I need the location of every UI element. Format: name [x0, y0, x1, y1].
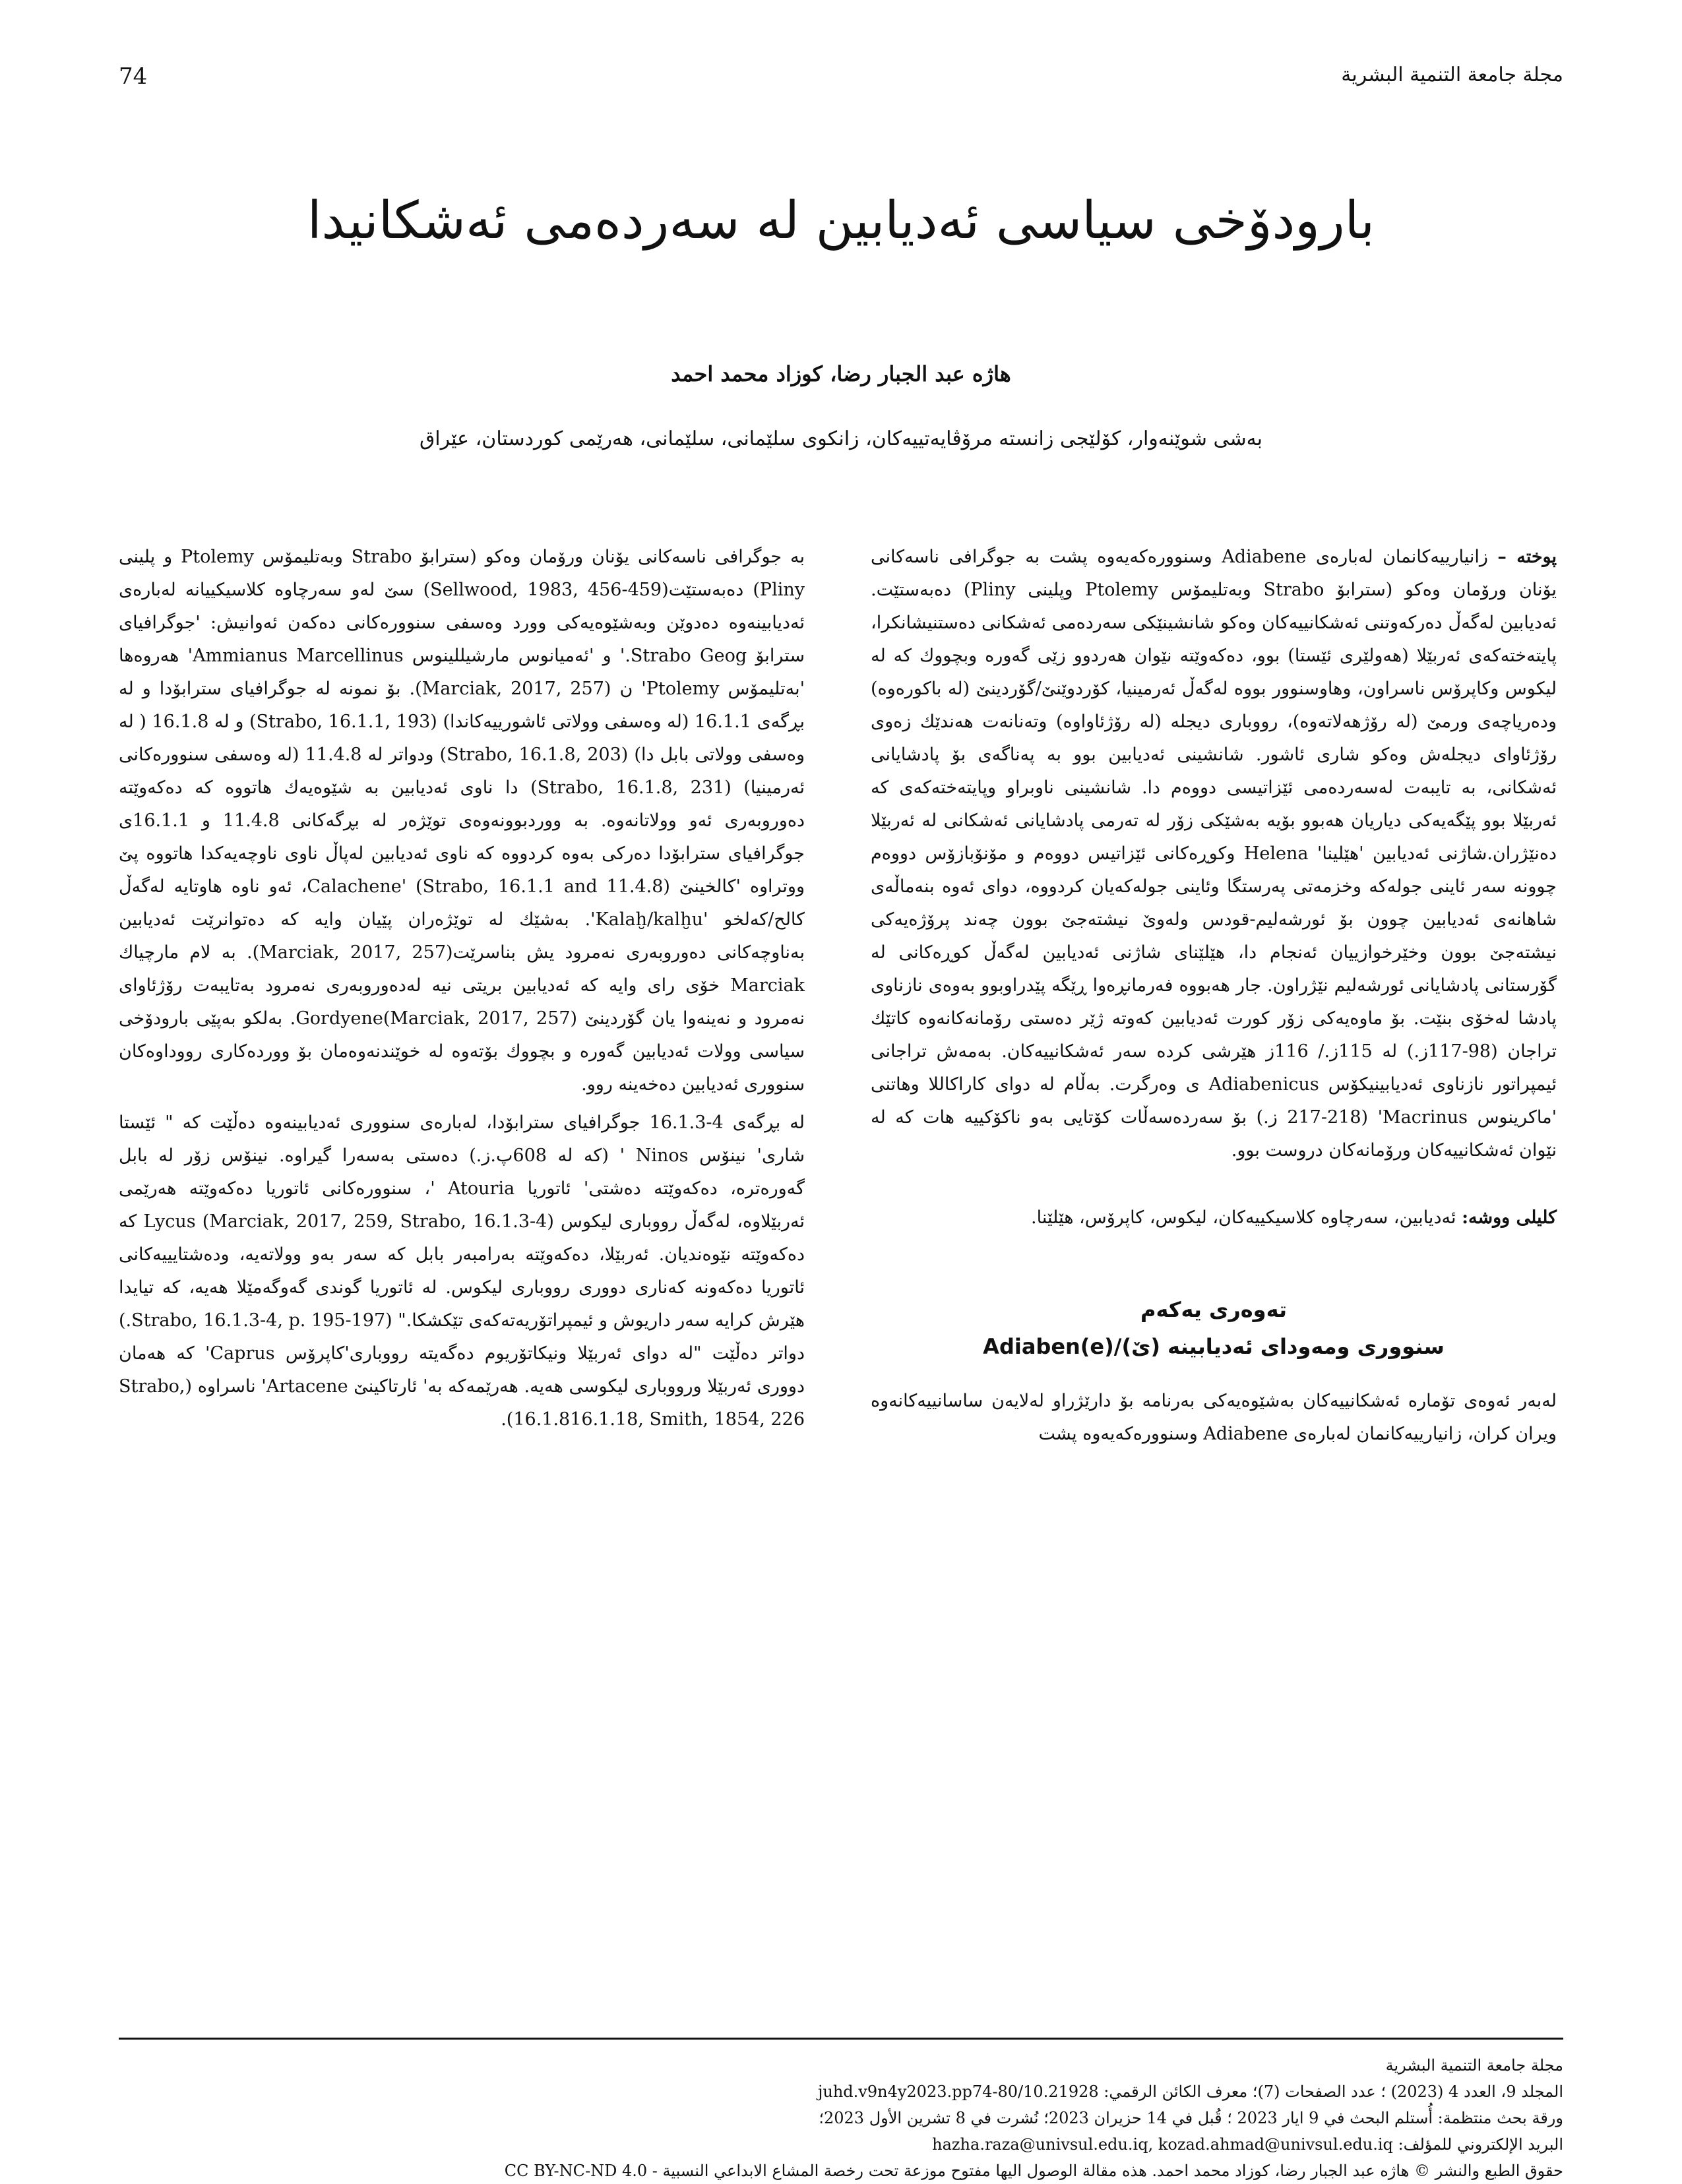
- abstract-text: زانیارییەکانمان لەبارەی Adiabene وسنوورەکەیەوە پشت بە جوگرافی ناسەکانی یۆنان ورۆمان وەکو (سترابۆ Strabo وبەتلیمۆس Ptolemy وپلینی Pliny) دەبەستێت. ئەدیابین لەگەڵ دەرکەوتنی ئەشکانییەکان وەکو شانشینێکی سەردەمی ئەشکانی دەستنیشانکرا، پایتەختەکەی ئەربێلا (هەولێری ئێستا) بوو، دەکەوێتە نێوان هەردوو زێی گەورە وبچووك کە لە لیکوس وکاپرۆس ناسراون، وهاوسنوور بووە لەگەڵ ئەرمینیا، کۆردوێنێ/گۆردینێ (لە باکورەوە) ودەریاچەی ورمێ (لە رۆژهەلاتەوە)، رووباری دیجلە (لە رۆژئاواوە) وتەنانەت هەندێك زەوی رۆژئاوای دیجلەش وەکو شاری ئاشور. شانشینی ئەدیابین بوو بە پەناگەی بۆ پادشایانی ئەشکانی، بە تایبەت لەسەردەمی ئێزاتیسی دووەم دا. شانشینی ناوبراو وپایتەختەکەی کە ئەربێلا بوو پێگەیەکی دیاریان هەبوو بۆیە بەشێکی زۆر لە تەرمی پادشایانی ئەشکانی لە ئەربێلا دەنێژران.شاژنی ئەدیابین 'هێلینا' Helena وکوڕەکانی ئێزاتیس دووەم و مۆنۆبازۆس دووەم چوونە سەر ئاینی جولەکە وخزمەتی پەرستگا وئاینی جولەکەیان کردووە، دوای ئەوە بنەماڵەی شاهانەی ئەدیابین چوون بۆ ئورشەلیم-قودس ولەوێ نیشتەجێ بوون چەند پرۆژەیەکی نیشتەجێ بوون وخێرخوازییان ئەنجام دا، هێلێنای شاژنی ئەدیابین لەگەڵ کوڕەکانی لە گۆرستانی پادشایانی ئورشەلیم نێژراون. جار هەبووە فەرمانڕەوا ڕێگە پێدراوبوو بەوەی نازناوی پادشا لەخۆی بنێت. بۆ ماوەیەکی زۆر کورت ئەدیابین کەوتە ژێر دەستی رۆمانەکانەوە کاتێك تراجان (98-117ز.) لە 115ز./ 116ز هێرشی کردە سەر ئەشکانییەکان. بەمەش تراجانی ئیمپراتور نازناوی ئەدیابینیکۆس Adiabenicus ی وەرگرت. بەڵام لە دوای کاراکاللا وهاتنی 'ماکرینوس Macrinus' (217-218 ز.) بۆ سەردەسەڵات کۆتایی بەو ناکۆکییە هات کە لە نێوان ئەشکانییەکان ورۆمانەکان دروست بوو.: [871, 547, 1557, 1161]
- authors: هاژه عبد الجبار رضا، كوزاد محمد احمد: [671, 361, 1011, 386]
- section-subtitle: سنووری ومەودای ئەدیابینە (ێ)/Adiaben(e): [983, 1334, 1445, 1359]
- left-column: [119, 541, 805, 1436]
- affiliation: بەشی شوێنەوار، کۆلێجی زانستە مرۆڤایەتییەکان، زانکوی سلێمانی، سلێمانی، هەرێمی کوردستان، عێراق: [419, 427, 1263, 450]
- section-title: تەوەری یەکەم: [1140, 1297, 1287, 1322]
- footer: [119, 2052, 1563, 2184]
- keywords: [871, 1201, 1557, 1234]
- footer-journal: مجلة جامعة التنمية البشرية: [1385, 2056, 1563, 2075]
- journal-name-header: مجلة جامعة التنمية البشرية: [1341, 63, 1563, 86]
- footer-emails: البريد الإلكتروني للمؤلف: hazha.raza@univsul.edu.iq, kozad.ahmad@univsul.edu.iq: [932, 2135, 1563, 2154]
- right-column: [871, 541, 1557, 1451]
- body-paragraph: لە بڕگەی 4-16.1.3 جوگرافیای سترابۆدا، لەبارەی سنووری ئەدیابینەوە دەڵێت کە " ئێستا شاری' نینۆس Ninos ' (کە لە 608پ.ز.) دەستی بەسەرا گیراوە. نینۆس زۆر لە بابل گەورەترە، دەکەوێتە دەشتی' ئاتوریا Atouria '، سنوورەکانی ئاتوریا دەکەوێتە هەرێمی ئەربێلاوە، لەگەڵ رووباری لیکوس Lycus (Marciak, 2017, 259, Strabo, 16.1.3-4) کە دەکەوێتە نێوەندیان. ئەربێلا، دەکەوێتە بەرامبەر بابل کە سەر بەو وولاتەیە، ودەشتایییەکانی ئاتوریا دەکەونە کەناری دووری رووباری لیکوس. لە ئاتوریا گوندی گەوگەمێلا هەیە، کە تیایدا هێرش کرایە سەر داریوش و ئیمپراتۆریەتەکەی تێکشکا." (Strabo, 16.1.3-4, p. 195-197.) دواتر دەڵێت "لە دوای ئەربێلا ونیکاتۆریوم دەگەیتە رووباری'کاپرۆس Caprus' کە هەمان دووری ئەربێلا ورووباری لیکوسی هەیە. هەرێمەکە بە' ئارتاکینێ Artacene' ناسراوە (Strabo, 16.1.816.1.18, Smith, 1854, 226).: [119, 1112, 805, 1430]
- footer-dates: ورقة بحث منتظمة: أُستلم البحث في 9 ايار 2023 ؛ قُبل في 14 حزيران 2023؛ نُشرت في 8 تشرين الأول 2023؛: [819, 2109, 1563, 2127]
- keywords-label: کلیلی ووشە:: [1462, 1207, 1557, 1228]
- article-title: بارودۆخی سیاسی ئەدیابین لە سەردەمی ئەشکانیدا: [307, 191, 1375, 251]
- keywords-text: ئەدیابین، سەرچاوە کلاسیکییەکان، لیکوس، کاپرۆس، هێلێنا.: [1031, 1207, 1456, 1228]
- abstract-label: پوختە –: [1497, 547, 1557, 567]
- page-number: 74: [119, 63, 148, 90]
- footer-rule: [119, 2038, 1563, 2040]
- body-paragraph: بە جوگرافی ناسەکانی یۆنان ورۆمان وەکو (سترابۆ Strabo وبەتلیمۆس Ptolemy و پلینی Pliny) دەبەستێت(Sellwood, 1983, 456-459) سێ لەو سەرچاوە کلاسیکییانە لەبارەی ئەدیابینەوە دەدوێن وبەشێوەیەکی وورد وەسفی سنوورەکانی دەکەن ئەوانیش: 'جوگرافیای سترابۆ Strabo Geog.' و 'ئەمیانوس مارشیللینوس Ammianus Marcellinus' هەروەها 'بەتلیمۆس Ptolemy' ن (Marciak, 2017, 257). بۆ نمونە لە جوگرافیای سترابۆدا و لە بڕگەی 16.1.1 (لە وەسفی وولاتی ئاشورییەکاندا) (Strabo, 16.1.1, 193) و لە 16.1.8 ( لە وەسفی وولاتی بابل دا) (Strabo, 16.1.8, 203) ودواتر لە 11.4.8 (لە وەسفی سنوورەکانی ئەرمینیا) (Strabo, 16.1.8, 231) دا ناوی ئەدیابین بە شێوەیەك هاتووە کە دەکەوێتە دەوروبەری ئەو وولاتانەوە. بە ووردبوونەوەی توێژەر لە بڕگەکانی 11.4.8 و 16.1.1ی جوگرافیای سترابۆدا دەرکی بەوە کردووە کە ناوی ئەدیابین لەپاڵ ناوی ناوچەیەکدا هاتووە پێ ووتراوە 'کالخینێ Calachene' (Strabo, 16.1.1 and 11.4.8)، ئەو ناوە هاوتایە لەگەڵ کالح/کەلخو 'Kalaḫ/kalḫu'. بەشێك لە توێژەران پێیان وایە کە دەتوانرێت ئەدیابین بەناوچەکانی دەوروبەری نەمرود یش بناسرێت(Marciak, 2017, 257). بە لام مارچیاك Marciak خۆی رای وایە کە ئەدیابین بریتی نیە لەدەوروبەری نەمرود بەتایبەت رۆژئاوای نەمرود و نەینەوا یان گۆردینێ (Marciak, 2017, 257)Gordyene. بەلکو بەپێی بارودۆخی سیاسی وولات ئەدیابین گەورە و بچووك بۆتەوە لە خوێندنەوەمان بۆ ووردەکاری رووداوەکان سنووری ئەدیابین دەخەینە روو.: [119, 547, 805, 1095]
- section-intro: لەبەر ئەوەی تۆمارە ئەشکانییەکان بەشێوەیەکی بەرنامە بۆ دارێژراو لەلایەن ساسانییەکانەوە ویران کران، زانیارییەکانمان لەبارەی Adiabene وسنوورەکەیەوە پشت: [871, 1391, 1557, 1444]
- footer-volume-doi: المجلد 9، العدد 4 (2023) ؛ عدد الصفحات (7)؛ معرف الكائن الرقمي: 10.21928/juhd.v9n4y2023.pp74-80: [817, 2082, 1563, 2101]
- abstract: [871, 541, 1557, 1167]
- footer-license: حقوق الطبع والنشر © هاژه عبد الجبار رضا، كوزاد محمد احمد. هذه مقالة الوصول اليها مفتوح موزعة تحت رخصة المشاع الابداعي النسبية - CC BY-NC-ND 4.0: [504, 2162, 1563, 2180]
